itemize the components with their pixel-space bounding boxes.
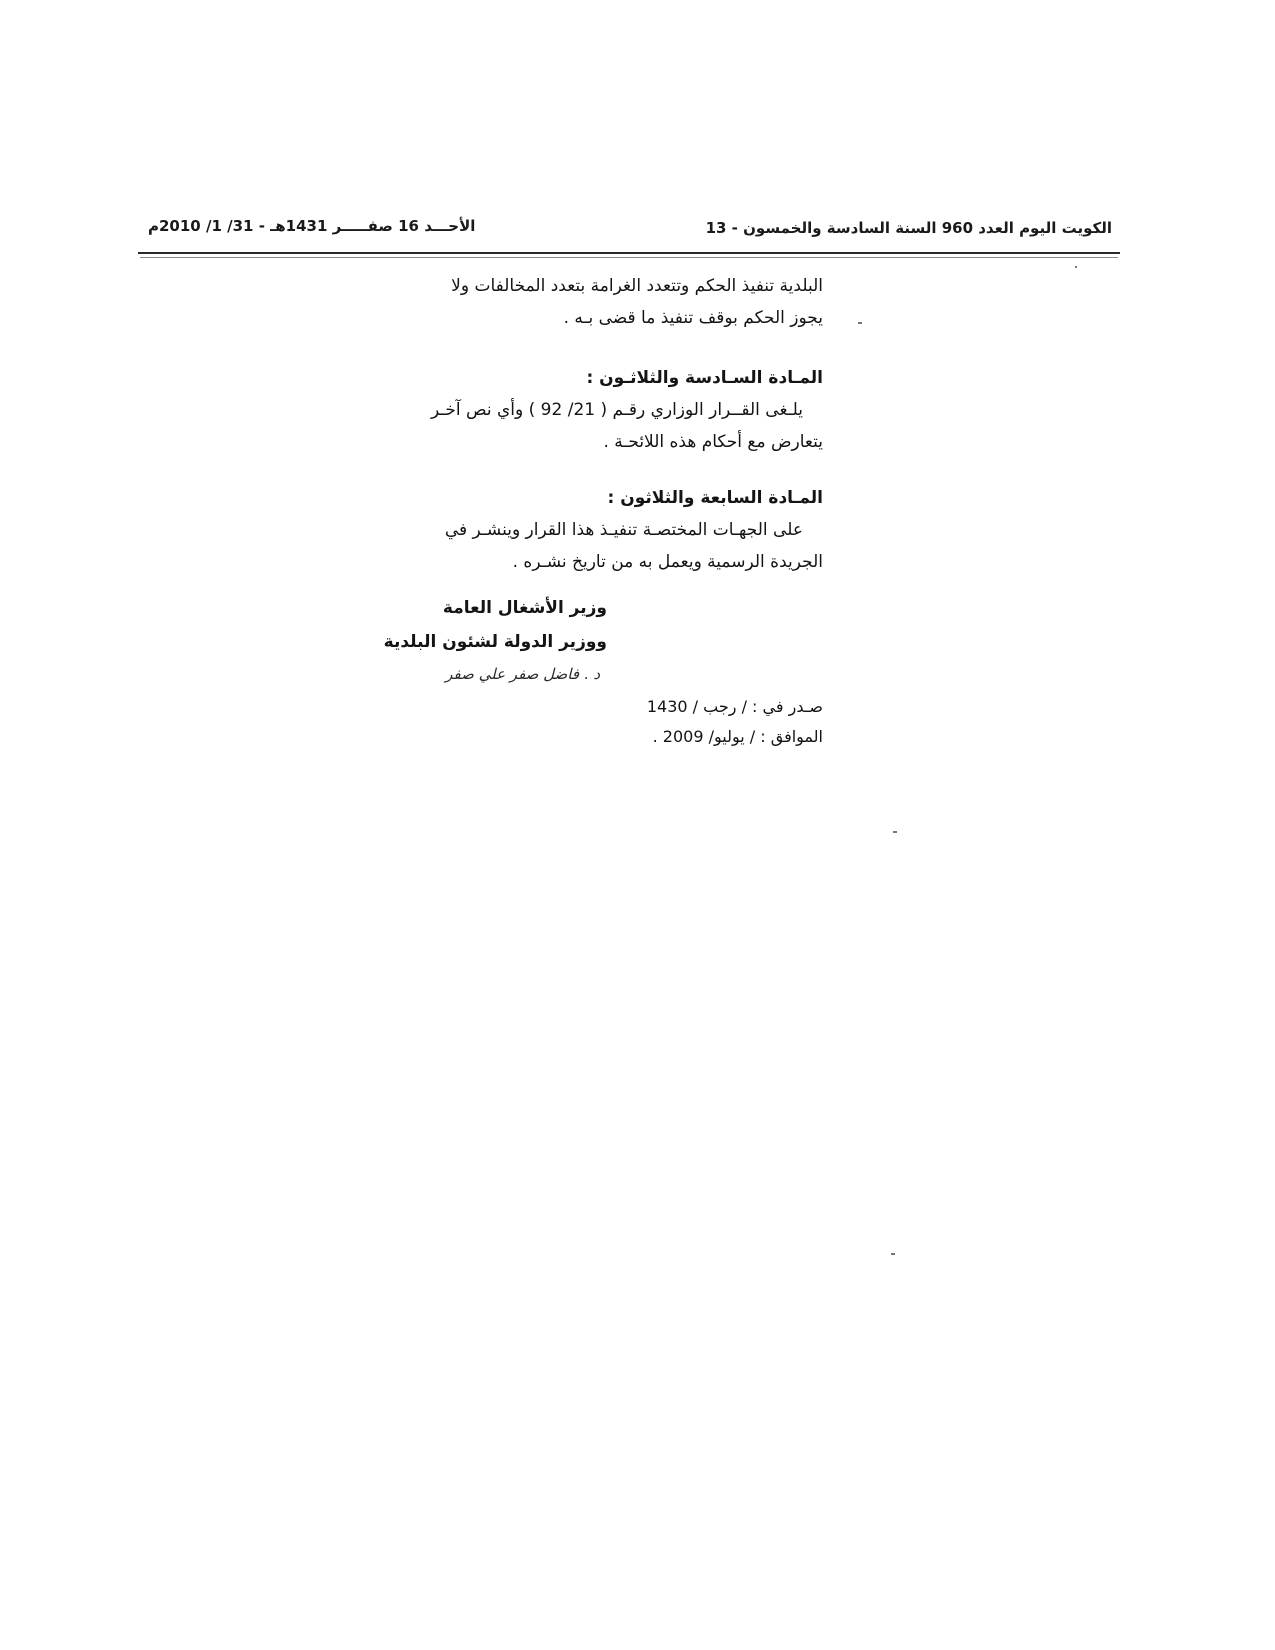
intro-line-2: يجوز الحكم بوقف تنفيذ ما قضى بـه . [563, 308, 823, 328]
signature-title-1: وزير الأشغال العامة [442, 598, 607, 618]
date-corresponding: الموافق : / يوليو/ 2009 . [652, 727, 823, 746]
article-36-title: المـادة السـادسة والثلاثـون : [586, 368, 823, 388]
intro-paragraph [451, 270, 823, 334]
scan-speck [891, 1253, 895, 1255]
signature-title-2: ووزير الدولة لشئون البلدية [383, 632, 607, 652]
article-36-line-1: يلـغى القــرار الوزاري رقـم ( 21/ 92 ) وأي نص آخـر [431, 400, 803, 420]
header-date: الأحـــد 16 صفـــــر 1431هـ - 31/ 1/ 2010م [148, 217, 476, 235]
article-37 [445, 482, 823, 578]
article-37-line-1: على الجهـات المختصـة تنفيـذ هذا القرار وينشـر في [444, 520, 803, 540]
header-issue-info: الكويت اليوم العدد 960 السنة السادسة والخمسون - 13 [705, 219, 1112, 237]
article-36 [431, 362, 823, 458]
intro-line-1: البلدية تنفيذ الحكم وتتعدد الغرامة بتعدد المخالفات ولا [451, 276, 823, 296]
date-issued: صـدر في : / رجب / 1430 [646, 697, 823, 716]
scan-speck [858, 322, 862, 324]
article-37-title: المـادة السابعة والثلاثون : [607, 488, 823, 508]
scan-speck [1075, 266, 1077, 268]
date-block [647, 692, 823, 752]
scan-speck [893, 831, 897, 833]
article-36-line-2: يتعارض مع أحكام هذه اللائحـة . [603, 432, 823, 452]
header-rule-thin [140, 257, 1118, 258]
signature-name: د . فاضل صفر علي صفر [445, 665, 600, 683]
header-rule-thick [138, 252, 1120, 254]
article-37-line-2: الجريدة الرسمية ويعمل به من تاريخ نشـره . [512, 552, 823, 572]
